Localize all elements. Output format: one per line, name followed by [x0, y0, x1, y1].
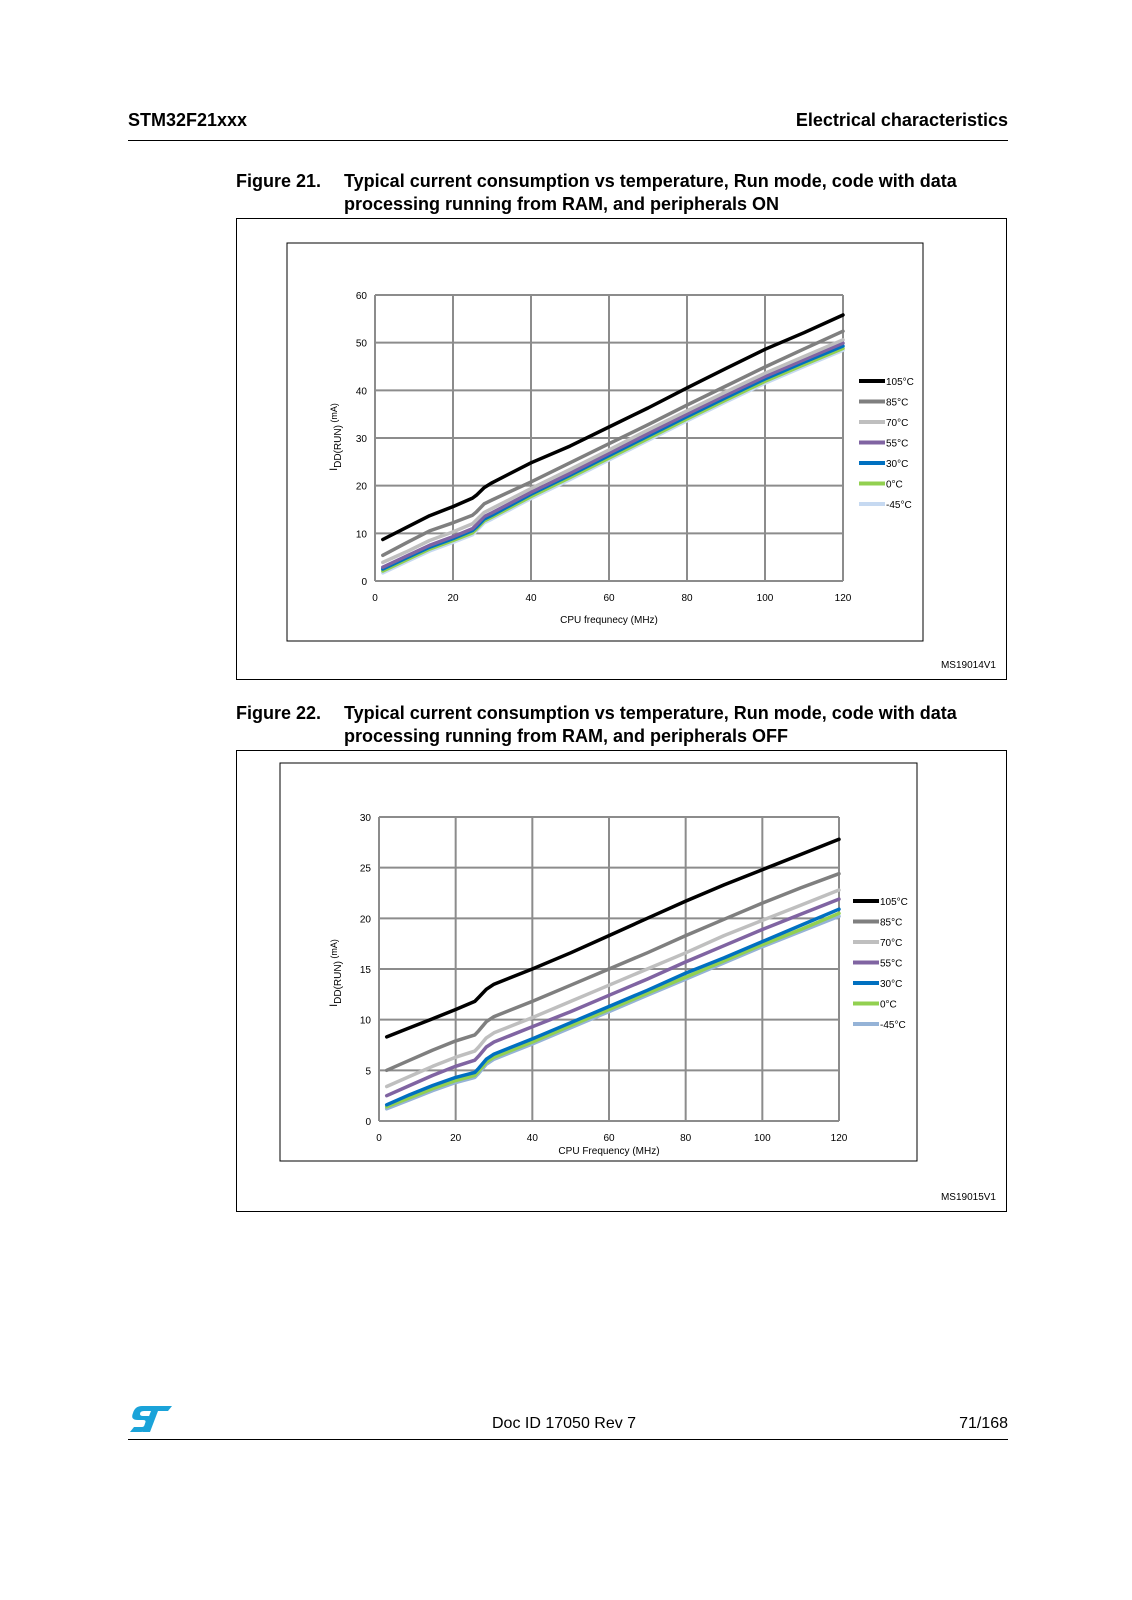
series-line-55C	[387, 899, 839, 1096]
figure-22-title: Typical current consumption vs temperature, Run mode, code with data processing running from RAM, and peripherals OFF	[344, 703, 957, 746]
figure-21-number: Figure 21.	[236, 171, 322, 191]
y-tick-label: 40	[355, 386, 367, 398]
y-tick-label: 30	[355, 434, 367, 445]
series-line-85C	[383, 331, 843, 555]
st-logo	[128, 1404, 174, 1439]
x-tick-label: 120	[834, 593, 852, 604]
x-tick-label: 60	[603, 1133, 615, 1144]
x-tick-label: 20	[447, 593, 459, 604]
x-axis-title: CPU Frequency (MHz)	[558, 1146, 660, 1157]
legend-label: 85°C	[886, 397, 909, 409]
series-line-105C	[383, 315, 843, 540]
y-axis-title: IDD(RUN) (mA)	[328, 403, 344, 471]
legend-label: 30°C	[880, 979, 903, 990]
y-tick-label: 30	[359, 813, 371, 824]
legend-label: 70°C	[886, 418, 909, 429]
figure-21-title: Typical current consumption vs temperature, Run mode, code with data processing running from RAM, and peripherals ON	[344, 171, 957, 214]
y-tick-label: 0	[365, 1117, 371, 1128]
x-tick-label: 0	[376, 1133, 382, 1144]
x-tick-label: 100	[756, 593, 774, 604]
y-tick-label: 25	[359, 863, 371, 875]
figure-22-number: Figure 22.	[236, 703, 322, 723]
x-tick-label: 60	[603, 593, 615, 604]
x-axis-title: CPU frequnecy (MHz)	[560, 615, 658, 626]
legend-label: -45°C	[880, 1020, 906, 1031]
figure-22-box	[236, 750, 1007, 1212]
figure-22-chart	[237, 751, 1006, 1211]
y-tick-label: 20	[359, 914, 371, 926]
series-line-70C	[387, 890, 839, 1087]
footer-rule	[128, 1439, 1008, 1440]
x-tick-label: 0	[372, 593, 378, 604]
footer-page-number: 71/168	[959, 1415, 1008, 1432]
y-tick-label: 60	[355, 291, 367, 302]
y-tick-label: 10	[355, 529, 367, 541]
y-tick-label: 15	[359, 965, 371, 976]
y-tick-label: 50	[355, 338, 367, 350]
figure-21-ms-id: MS19014V1	[940, 660, 996, 671]
figure-21-box	[236, 218, 1007, 680]
header-rule	[128, 140, 1008, 141]
header-product: STM32F21xxx	[128, 110, 248, 130]
figure-22-ms-id: MS19015V1	[940, 1192, 996, 1203]
legend-label: 85°C	[880, 917, 903, 929]
series-line-85C	[387, 874, 839, 1071]
footer-doc-id: Doc ID 17050 Rev 7	[492, 1415, 637, 1432]
legend-label: 30°C	[886, 459, 909, 470]
y-tick-label: 20	[355, 481, 367, 493]
x-tick-label: 80	[681, 593, 693, 604]
y-tick-label: 0	[361, 577, 367, 588]
y-tick-label: 10	[359, 1015, 371, 1027]
x-tick-label: 100	[753, 1133, 771, 1144]
x-tick-label: 80	[680, 1133, 692, 1144]
x-tick-label: 120	[830, 1133, 848, 1144]
x-tick-label: 20	[450, 1133, 462, 1144]
y-tick-label: 5	[365, 1066, 371, 1078]
figure-21-chart	[237, 219, 1006, 679]
x-tick-label: 40	[525, 593, 537, 604]
legend-label: 55°C	[886, 438, 909, 450]
legend-label: 55°C	[880, 958, 903, 970]
chart-panel-border	[280, 763, 917, 1161]
legend-label: 70°C	[880, 938, 903, 949]
legend-label: 0°C	[886, 479, 903, 491]
legend-label: 0°C	[880, 999, 897, 1011]
y-axis-title: IDD(RUN) (mA)	[328, 939, 344, 1007]
legend-label: -45°C	[886, 500, 912, 511]
legend-label: 105°C	[886, 377, 914, 388]
legend-label: 105°C	[880, 897, 908, 908]
x-tick-label: 40	[526, 1133, 538, 1144]
header-section: Electrical characteristics	[795, 110, 1008, 130]
